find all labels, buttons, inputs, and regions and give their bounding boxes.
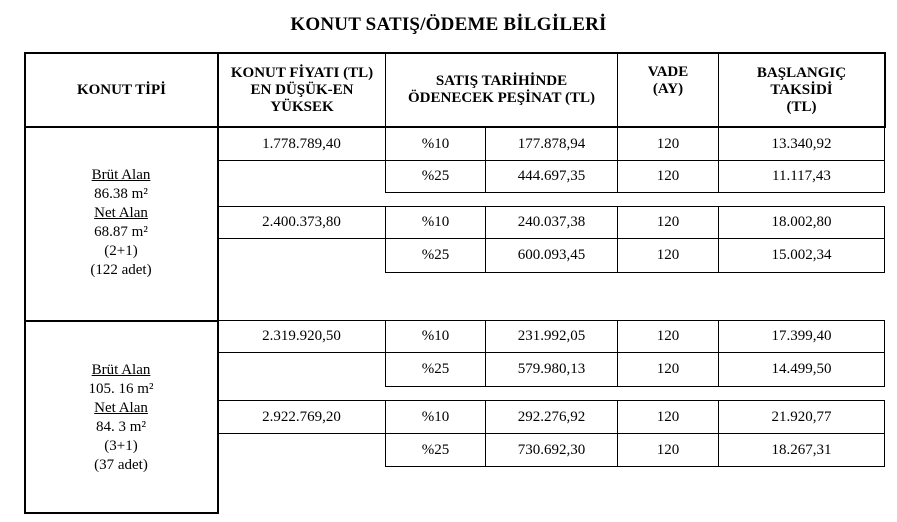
down-payment-cell: 177.878,94 — [517, 135, 586, 152]
header-taksit: BAŞLANGIÇ TAKSİDİ (TL) — [756, 64, 847, 115]
rate-cell: %25 — [421, 441, 450, 458]
down-payment-cell: 579.980,13 — [517, 361, 586, 377]
header-konut-fiyati: KONUT FİYATI (TL) EN DÜŞÜK-EN YÜKSEK — [230, 64, 374, 115]
down-payment-cell: 730.692,30 — [517, 441, 586, 458]
brut-alan-value: 105. 16 m² — [88, 381, 154, 397]
net-alan-label: Net Alan — [94, 205, 148, 221]
konut-tipi-group-2 — [24, 361, 218, 475]
price-cell: 2.400.373,80 — [262, 214, 341, 230]
net-alan-value: 68.87 m² — [94, 224, 148, 240]
installment-cell: 11.117,43 — [772, 168, 831, 184]
price-cell: 2.922.769,20 — [262, 408, 341, 425]
installment-cell: 17.399,40 — [771, 328, 832, 344]
unit-count: (122 adet) — [90, 262, 152, 278]
term-cell: 120 — [656, 168, 680, 184]
down-payment-cell: 600.093,45 — [517, 247, 586, 263]
installment-cell: 21.920,77 — [771, 408, 832, 425]
rate-cell: %10 — [421, 135, 450, 152]
page-title: KONUT SATIŞ/ÖDEME BİLGİLERİ — [290, 14, 607, 35]
price-cell: 2.319.920,50 — [262, 328, 341, 344]
term-cell: 120 — [656, 361, 680, 377]
down-payment-cell: 240.037,38 — [517, 214, 586, 230]
room-count: (2+1) — [104, 243, 138, 259]
term-cell: 120 — [656, 214, 680, 230]
down-payment-cell: 444.697,35 — [517, 168, 586, 184]
brut-alan-value: 86.38 m² — [94, 186, 148, 202]
term-cell: 120 — [656, 135, 680, 152]
installment-cell: 13.340,92 — [771, 135, 832, 152]
term-cell: 120 — [656, 247, 680, 263]
rate-cell: %25 — [421, 247, 450, 263]
term-cell: 120 — [656, 328, 680, 344]
term-cell: 120 — [656, 408, 680, 425]
installment-cell: 18.267,31 — [771, 441, 832, 458]
unit-count: (37 adet) — [94, 457, 148, 473]
down-payment-cell: 292.276,92 — [517, 408, 586, 425]
brut-alan-label: Brüt Alan — [91, 167, 151, 183]
rate-cell: %10 — [421, 328, 450, 344]
price-cell: 1.778.789,40 — [262, 135, 341, 152]
header-vade: VADE (AY) — [647, 64, 689, 97]
brut-alan-label: Brüt Alan — [91, 362, 151, 378]
header-pesinat: SATIŞ TARİHİNDE ÖDENECEK PEŞİNAT (TL) — [408, 73, 595, 106]
rate-cell: %25 — [421, 168, 450, 184]
header-konut-tipi: KONUT TİPİ — [76, 81, 167, 98]
rate-cell: %25 — [421, 361, 450, 377]
installment-cell: 18.002,80 — [771, 214, 832, 230]
down-payment-cell: 231.992,05 — [517, 328, 586, 344]
net-alan-value: 84. 3 m² — [96, 419, 146, 435]
net-alan-label: Net Alan — [94, 400, 148, 416]
installment-cell: 14.499,50 — [771, 361, 832, 377]
installment-cell: 15.002,34 — [771, 247, 832, 263]
konut-tipi-group-1 — [24, 166, 218, 280]
rate-cell: %10 — [421, 214, 450, 230]
term-cell: 120 — [656, 441, 680, 458]
rate-cell: %10 — [421, 408, 450, 425]
room-count: (3+1) — [104, 438, 138, 454]
